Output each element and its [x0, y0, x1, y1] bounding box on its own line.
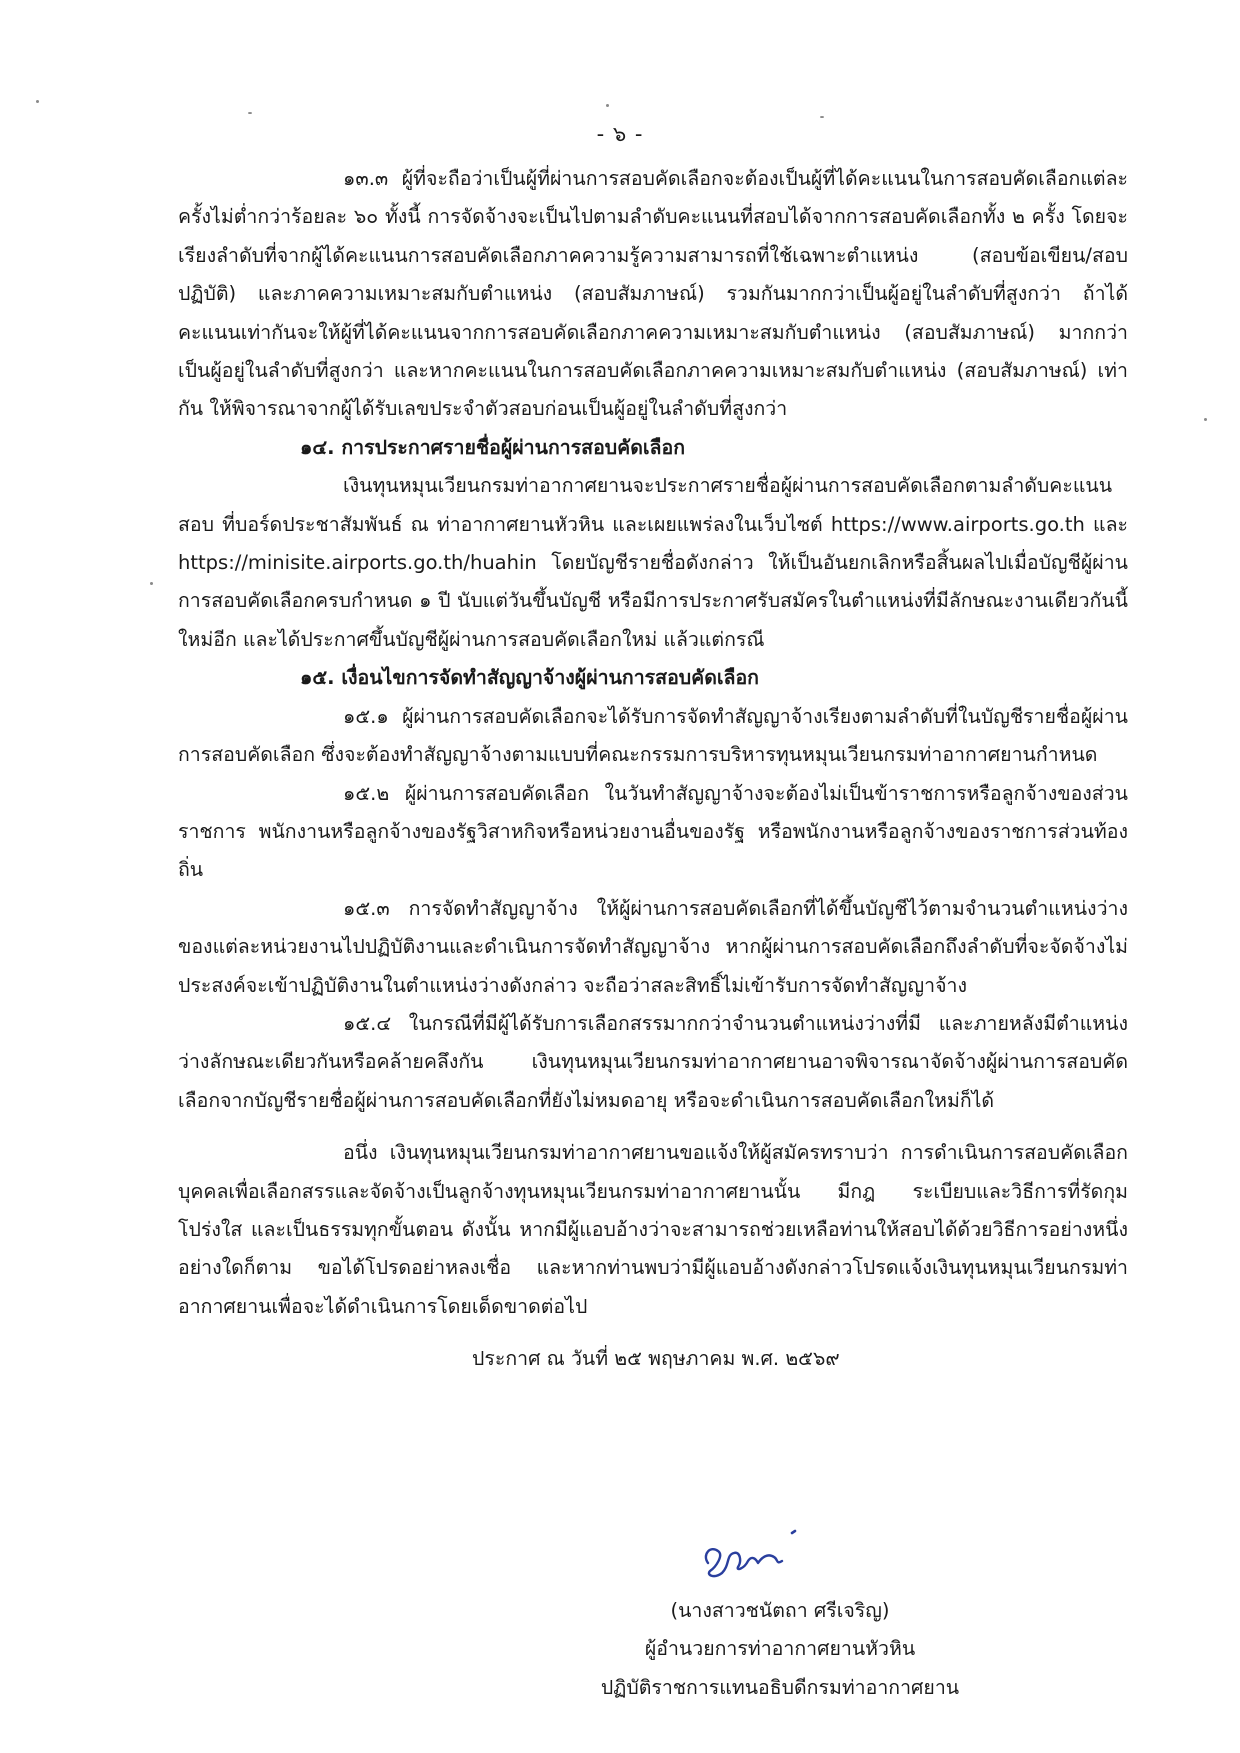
document-body	[178, 160, 1128, 1379]
scan-speck	[1204, 418, 1207, 421]
paragraph-15-2: ๑๕.๒ ผู้ผ่านการสอบคัดเลือก ในวันทำสัญญาจ้างจะต้องไม่เป็นข้าราชการหรือลูกจ้างของส่วนราชการ พนักงานหรือลูกจ้างของรัฐวิสาหกิจหรือหน่วยงานอื่นของรัฐ หรือพนักงานหรือลูกจ้างของราชการส่วนท้องถิ่น	[178, 781, 1128, 882]
spacer	[178, 1120, 1128, 1134]
signatory-position: ผู้อำนวยการท่าอากาศยานหัวหิน	[644, 1637, 916, 1661]
signatory-name: (นางสาวชนัตถา ศรีเจริญ)	[670, 1599, 890, 1622]
section-heading-15: ๑๕. เงื่อนไขการจัดทำสัญญาจ้างผู้ผ่านการสอบคัดเลือก	[300, 666, 759, 690]
paragraph-15-1: ๑๕.๑ ผู้ผ่านการสอบคัดเลือกจะได้รับการจัดทำสัญญาจ้างเรียงตามลำดับที่ในบัญชีรายชื่อผู้ผ่านการสอบคัดเลือก ซึ่งจะต้องทำสัญญาจ้างตามแบบที่คณะกรรมการบริหารทุนหมุนเวียนกรมท่าอากาศยานกำหนด	[178, 704, 1128, 767]
scan-speck	[606, 104, 609, 107]
paragraph-13-3: ๑๓.๓ ผู้ที่จะถือว่าเป็นผู้ที่ผ่านการสอบคัดเลือกจะต้องเป็นผู้ที่ได้คะแนนในการสอบคัดเลือกแต่ละครั้งไม่ต่ำกว่าร้อยละ ๖๐ ทั้งนี้ การจัดจ้างจะเป็นไปตามลำดับคะแนนที่สอบได้จากการสอบคัดเลือกทั้ง ๒ ครั้ง โดยจะเรียงลำดับที่จากผู้ได้คะแนนการสอบคัดเลือกภาคความรู้ความสามารถที่ใช้เฉพาะตำแหน่ง (สอบข้อเขียน/สอบปฏิบัติ) และภาคความเหมาะสมกับตำแหน่ง (สอบสัมภาษณ์) รวมกันมากกว่าเป็นผู้อยู่ในลำดับที่สูงกว่า ถ้าได้คะแนนเท่ากันจะให้ผู้ที่ได้คะแนนจากการสอบคัดเลือกภาคความเหมาะสมกับตำแหน่ง (สอบสัมภาษณ์) มากกว่า เป็นผู้อยู่ในลำดับที่สูงกว่า และหากคะแนนในการสอบคัดเลือกภาคความเหมาะสมกับตำแหน่ง (สอบสัมภาษณ์) เท่ากัน ให้พิจารณาจากผู้ได้รับเลขประจำตัวสอบก่อนเป็นผู้อยู่ในลำดับที่สูงกว่า	[178, 167, 1128, 421]
announcement-date: ประกาศ ณ วันที่ ๒๕ พฤษภาคม พ.ศ. ๒๕๖๙	[472, 1347, 840, 1371]
signature-dot	[792, 1531, 795, 1533]
notice-paragraph: อนึ่ง เงินทุนหมุนเวียนกรมท่าอากาศยานขอแจ้งให้ผู้สมัครทราบว่า การดำเนินการสอบคัดเลือกบุคคลเพื่อเลือกสรรและจัดจ้างเป็นลูกจ้างทุนหมุนเวียนกรมท่าอากาศยานนั้น มีกฎ ระเบียบและวิธีการที่รัดกุม โปร่งใส และเป็นธรรมทุกขั้นตอน ดังนั้น หากมีผู้แอบอ้างว่าจะสามารถช่วยเหลือท่านให้สอบได้ด้วยวิธีการอย่างหนึ่งอย่างใดก็ตาม ขอได้โปรดอย่าหลงเชื่อ และหากท่านพบว่ามีผู้แอบอ้างดังกล่าวโปรดแจ้งเงินทุนหมุนเวียนกรมท่าอากาศยานเพื่อจะได้ดำเนินการโดยเด็ดขาดต่อไป	[178, 1141, 1128, 1318]
handwritten-signature	[696, 1515, 806, 1585]
scan-speck	[820, 116, 824, 118]
page-number: - ๖ -	[596, 122, 644, 146]
section-heading-14: ๑๔. การประกาศรายชื่อผู้ผ่านการสอบคัดเลือก	[300, 435, 686, 459]
scan-speck	[36, 100, 39, 103]
paragraph-15-4: ๑๕.๔ ในกรณีที่มีผู้ได้รับการเลือกสรรมากกว่าจำนวนตำแหน่งว่างที่มี และภายหลังมีตำแหน่งว่างลักษณะเดียวกันหรือคล้ายคลึงกัน เงินทุนหมุนเวียนกรมท่าอากาศยานอาจพิจารณาจัดจ้างผู้ผ่านการสอบคัดเลือกจากบัญชีรายชื่อผู้ผ่านการสอบคัดเลือกที่ยังไม่หมดอายุ หรือจะดำเนินการสอบคัดเลือกใหม่ก็ได้	[178, 1011, 1128, 1112]
signatory-acting-for: ปฏิบัติราชการแทนอธิบดีกรมท่าอากาศยาน	[600, 1675, 960, 1699]
signatory-block	[520, 1592, 1040, 1707]
signature-stroke	[706, 1549, 782, 1576]
scan-speck	[150, 582, 153, 585]
spacer	[178, 1326, 1128, 1340]
scan-speck	[248, 112, 252, 114]
paragraph-14: เงินทุนหมุนเวียนกรมท่าอากาศยานจะประกาศรายชื่อผู้ผ่านการสอบคัดเลือกตามลำดับคะแนนสอบ ที่บอร์ดประชาสัมพันธ์ ณ ท่าอากาศยานหัวหิน และเผยแพร่ลงในเว็บไซต์ https://www.airports.go.th และ https://minisite.airports.go.th/huahin โดยบัญชีรายชื่อดังกล่าว ให้เป็นอันยกเลิกหรือสิ้นผลไปเมื่อบัญชีผู้ผ่านการสอบคัดเลือกครบกำหนด ๑ ปี นับแต่วันขึ้นบัญชี หรือมีการประกาศรับสมัครในตำแหน่งที่มีลักษณะงานเดียวกันนี้ใหม่อีก และได้ประกาศขึ้นบัญชีผู้ผ่านการสอบคัดเลือกใหม่ แล้วแต่กรณี	[178, 474, 1128, 651]
paragraph-15-3: ๑๕.๓ การจัดทำสัญญาจ้าง ให้ผู้ผ่านการสอบคัดเลือกที่ได้ขึ้นบัญชีไว้ตามจำนวนตำแหน่งว่างของแต่ละหน่วยงานไปปฏิบัติงานและดำเนินการจัดทำสัญญาจ้าง หากผู้ผ่านการสอบคัดเลือกถึงลำดับที่จะจัดจ้างไม่ประสงค์จะเข้าปฏิบัติงานในตำแหน่งว่างดังกล่าว จะถือว่าสละสิทธิ์ไม่เข้ารับการจัดทำสัญญาจ้าง	[178, 896, 1128, 997]
